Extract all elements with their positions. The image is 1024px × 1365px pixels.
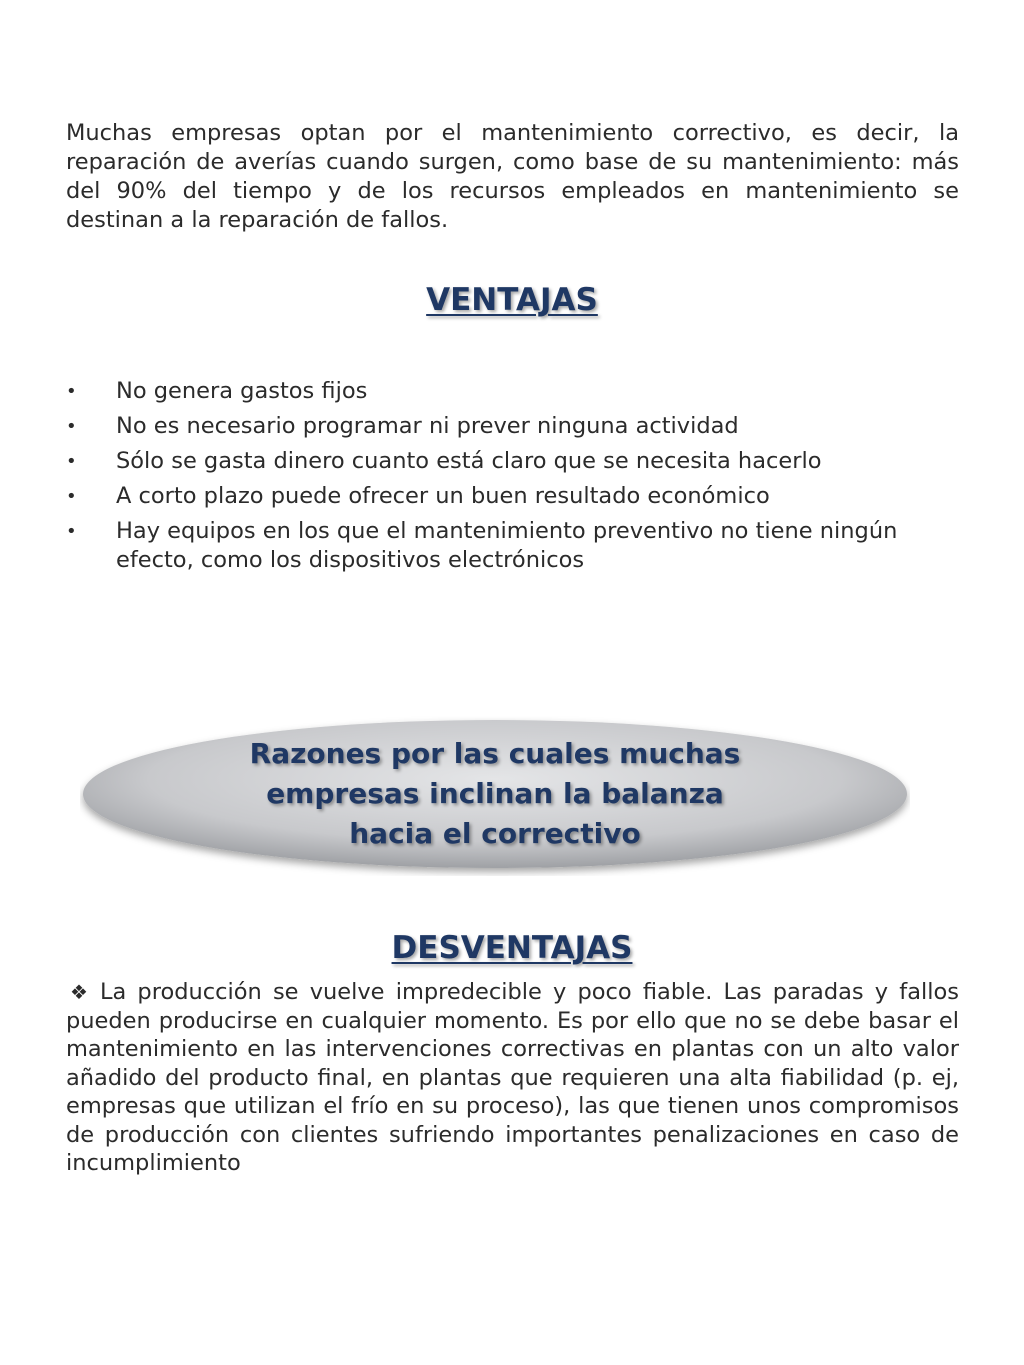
callout-line: empresas inclinan la balanza [266,777,724,810]
callout-text [80,734,910,854]
list-item [66,517,959,575]
bullet-icon: • [66,381,77,402]
diamond-bullet-icon: ❖ [70,980,88,1004]
list-item-text: No genera gastos fijos [116,378,368,404]
ventajas-list [66,377,959,581]
intro-paragraph: Muchas empresas optan por el mantenimiento correctivo, es decir, la reparación de averías cuando surgen, como base de su mantenimiento: más del 90% del tiempo y de los recursos empleados en mantenimiento se destinan a la reparación de fallos. [66,120,959,233]
ventajas-heading: VENTAJAS [426,282,598,318]
list-item-text: Sólo se gasta dinero cuanto está claro que se necesita hacerlo [116,448,822,474]
bullet-icon: • [66,416,77,437]
callout-ellipse [80,716,910,876]
list-item [66,412,959,441]
list-item [66,482,959,511]
desventajas-heading: DESVENTAJAS [391,930,633,966]
list-item-text: No es necesario programar ni prever ninguna actividad [116,413,739,439]
callout-line: hacia el correctivo [349,817,641,850]
list-item-text: Hay equipos en los que el mantenimiento preventivo no tiene ningún efecto, como los dispositivos electrónicos [116,518,898,573]
list-item [66,447,959,476]
callout-line: Razones por las cuales muchas [249,737,741,770]
desventajas-paragraph [66,978,959,1178]
bullet-icon: • [66,451,77,472]
bullet-icon: • [66,521,77,542]
desventajas-text: La producción se vuelve impredecible y poco fiable. Las paradas y fallos pueden producirse en cualquier momento. Es por ello que no se debe basar el mantenimiento en las intervenciones correctivas en plantas con un alto valor añadido del producto final, en plantas que requieren una alta fiabilidad (p. ej, empresas que utilizan el frío en su proceso), las que tienen unos compromisos de producción con clientes sufriendo importantes penalizaciones en caso de incumplimiento [66,979,959,1176]
list-item-text: A corto plazo puede ofrecer un buen resultado económico [116,483,770,509]
bullet-icon: • [66,486,77,507]
list-item [66,377,959,406]
